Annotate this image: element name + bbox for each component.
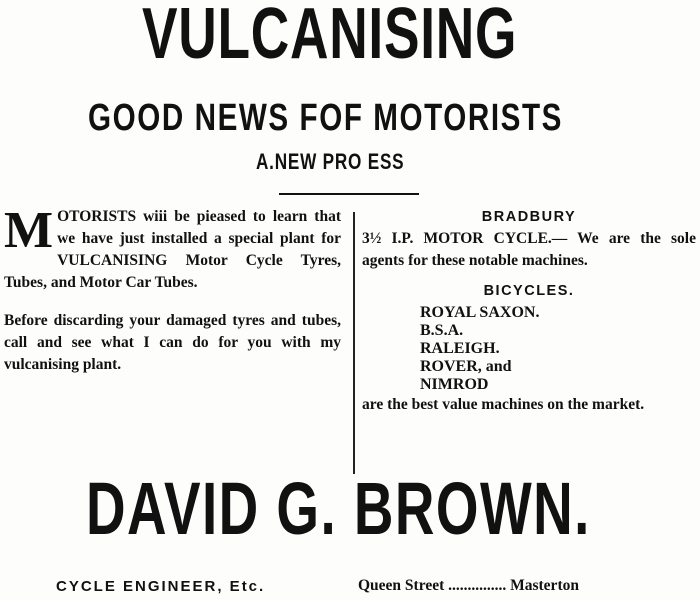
subheading: GOOD NEWS FOF MOTORISTS	[88, 97, 563, 139]
left-column	[4, 202, 341, 376]
list-item: B.S.A.	[420, 322, 464, 339]
value-statement: are the best value machines on the market.	[362, 396, 645, 413]
list-item: NIMROD	[420, 376, 489, 393]
footer-address: Queen Street ............... Masterton	[358, 577, 579, 594]
paragraph-1	[4, 202, 341, 294]
column-divider	[353, 212, 355, 474]
tagline: A.NEW PRO ESS	[256, 149, 405, 174]
heading-bicycles: BICYCLES.	[483, 283, 575, 299]
headline: VULCANISING	[142, 0, 518, 74]
divider-rule	[279, 193, 419, 195]
list-item: RALEIGH.	[420, 340, 500, 357]
paragraph-2: Before discarding your damaged tyres and tubes, call and see what I can do for you with my vulcanising plant.	[4, 312, 341, 373]
drop-cap: M	[4, 202, 54, 259]
heading-bradbury: BRADBURY	[481, 209, 577, 225]
paragraph-1-text: OTORISTS wiii be pieased to learn that we have just installed a special plant for VULCANISING Motor Cycle Tyres, Tubes, and Motor Car Tubes.	[4, 208, 341, 291]
bradbury-text: 3½ I.P. MOTOR CYCLE.— We are the sole agents for these notable machines.	[362, 230, 696, 269]
right-column	[362, 206, 696, 416]
list-item: ROVER, and	[420, 358, 512, 375]
bicycle-list	[420, 304, 696, 394]
business-name: DAVID G. BROWN.	[86, 467, 591, 550]
footer-title: CYCLE ENGINEER, Etc.	[56, 578, 266, 595]
list-item: ROYAL SAXON.	[420, 304, 540, 321]
